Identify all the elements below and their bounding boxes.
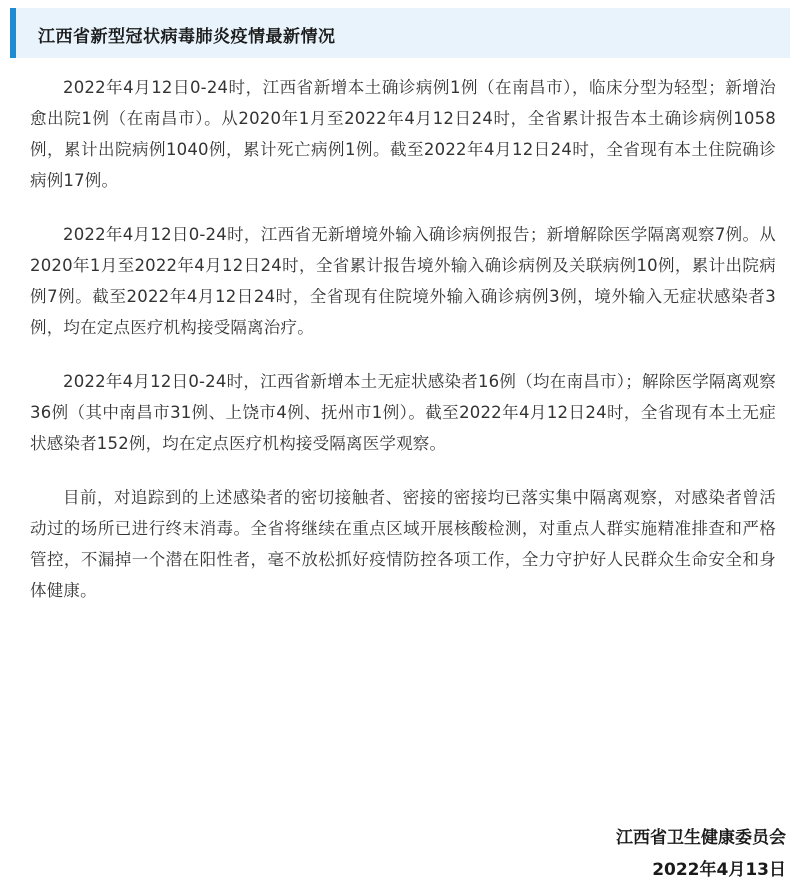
- signature-block: [616, 822, 786, 886]
- paragraph-asymptomatic: 2022年4月12日0-24时，江西省新增本土无症状感染者16例（均在南昌市）；解除医学隔离观察36例（其中南昌市31例、上饶市4例、抚州市1例）。截至2022年4月12日24时，全省现有本土无症状感染者152例，均在定点医疗机构接受隔离医学观察。: [30, 372, 776, 453]
- paragraph-local-confirmed: 2022年4月12日0-24时，江西省新增本土确诊病例1例（在南昌市），临床分型为轻型；新增治愈出院1例（在南昌市）。从2020年1月至2022年4月12日24时，全省累计报告本土确诊病例1058例，累计出院病例1040例，累计死亡病例1例。截至2022年4月12日24时，全省现有本土住院确诊病例17例。: [30, 78, 776, 190]
- article-body: [30, 72, 776, 629]
- issuing-organization: 江西省卫生健康委员会: [616, 828, 786, 848]
- paragraph-imported-cases: 2022年4月12日0-24时，江西省无新增境外输入确诊病例报告；新增解除医学隔离观察7例。从2020年1月至2022年4月12日24时，全省累计报告境外输入确诊病例及关联病例10例，累计出院病例7例。截至2022年4月12日24时，全省现有住院境外输入确诊病例3例，境外输入无症状感染者3例，均在定点医疗机构接受隔离治疗。: [30, 225, 776, 337]
- title-banner: [10, 8, 790, 58]
- issue-date: 2022年4月13日: [652, 860, 786, 880]
- page-title: 江西省新型冠状病毒肺炎疫情最新情况: [38, 27, 336, 47]
- paragraph-measures: 目前，对追踪到的上述感染者的密切接触者、密接的密接均已落实集中隔离观察，对感染者曾活动过的场所已进行终末消毒。全省将继续在重点区域开展核酸检测，对重点人群实施精准排查和严格管控，不漏掉一个潜在阳性者，毫不放松抓好疫情防控各项工作，全力守护好人民群众生命安全和身体健康。: [30, 488, 776, 600]
